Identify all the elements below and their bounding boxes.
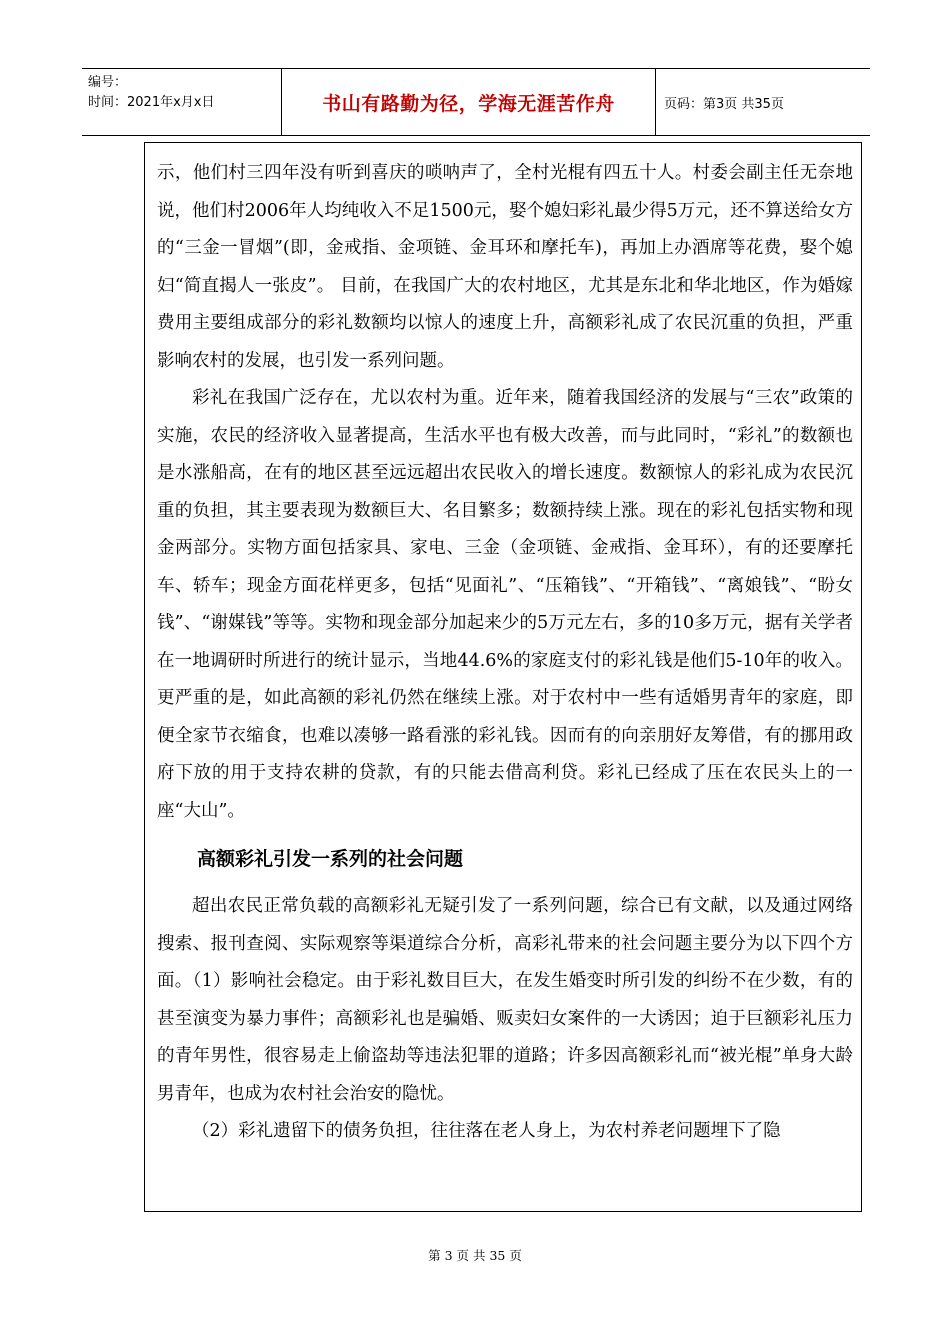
content-box	[144, 142, 862, 1212]
serial-label: 编号：	[88, 75, 128, 90]
section-heading: 高额彩礼引发一系列的社会问题	[197, 848, 464, 870]
page-footer: 第 3 页 共 35 页	[428, 1248, 522, 1263]
time-label: 时间：2021年x月x日	[88, 95, 215, 110]
header-meta	[82, 69, 282, 135]
paragraph-2: 彩礼在我国广泛存在，尤以农村为重。近年来，随着我国经济的发展与“三农”政策的实施，农民的经济收入显著提高，生活水平也有极大改善，而与此同时，“彩礼”的数额也是水涨船高，在有的地区甚至远远超出农民收入的增长速度。数额惊人的彩礼成为农民沉重的负担，其主要表现为数额巨大、名目繁多；数额持续上涨。现在的彩礼包括实物和现金两部分。实物方面包括家具、家电、三金（金项链、金戒指、金耳环），有的还要摩托车、轿车；现金方面花样更多，包括“见面礼”、“压箱钱”、“开箱钱”、“离娘钱”、“盼女钱”、“谢媒钱”等等。实物和现金部分加起来少的5万元左右，多的10多万元，据有关学者在一地调研时所进行的统计显示，当地44.6%的家庭支付的彩礼钱是他们5-10年的收入。更严重的是，如此高额的彩礼仍然在继续上涨。对于农村中一些有适婚男青年的家庭，即便全家节衣缩食，也难以凑够一路看涨的彩礼钱。因而有的向亲朋好友筹借，有的挪用政府下放的用于支持农耕的贷款，有的只能去借高利贷。彩礼已经成了压在农民头上的一座“大山”。	[157, 388, 853, 821]
paragraph-3: 超出农民正常负载的高额彩礼无疑引发了一系列问题，综合已有文献，以及通过网络搜索、报刊查阅、实际观察等渠道综合分析，高彩礼带来的社会问题主要分为以下四个方面。（1）影响社会稳定。由于彩礼数目巨大，在发生婚变时所引发的纠纷不在少数，有的甚至演变为暴力事件；高额彩礼也是骗婚、贩卖妇女案件的一大诱因；迫于巨额彩礼压力的青年男性，很容易走上偷盗劫等违法犯罪的道路；许多因高额彩礼而“被光棍”单身大龄男青年，也成为农村社会治安的隐忧。	[157, 896, 853, 1104]
page-header	[82, 68, 870, 136]
paragraph-1: 示，他们村三四年没有听到喜庆的唢呐声了，全村光棍有四五十人。村委会副主任无奈地说，他们村2006年人均纯收入不足1500元，娶个媳妇彩礼最少得5万元，还不算送给女方的“三金一冒烟”(即，金戒指、金项链、金耳环和摩托车)，再加上办酒席等花费，娶个媳妇“简直揭人一张皮”。 目前，在我国广大的农村地区，尤其是东北和华北地区，作为婚嫁费用主要组成部分的彩礼数额均以惊人的速度上升，高额彩礼成了农民沉重的负担，严重影响农村的发展，也引发一系列问题。	[157, 163, 853, 371]
header-motto: 书山有路勤为径，学海无涯苦作舟	[282, 69, 656, 135]
header-page-info: 页码：第3页 共35页	[664, 96, 784, 112]
paragraph-4: （2）彩礼遗留下的债务负担，往往落在老人身上，为农村养老问题埋下了隐	[192, 1121, 781, 1141]
